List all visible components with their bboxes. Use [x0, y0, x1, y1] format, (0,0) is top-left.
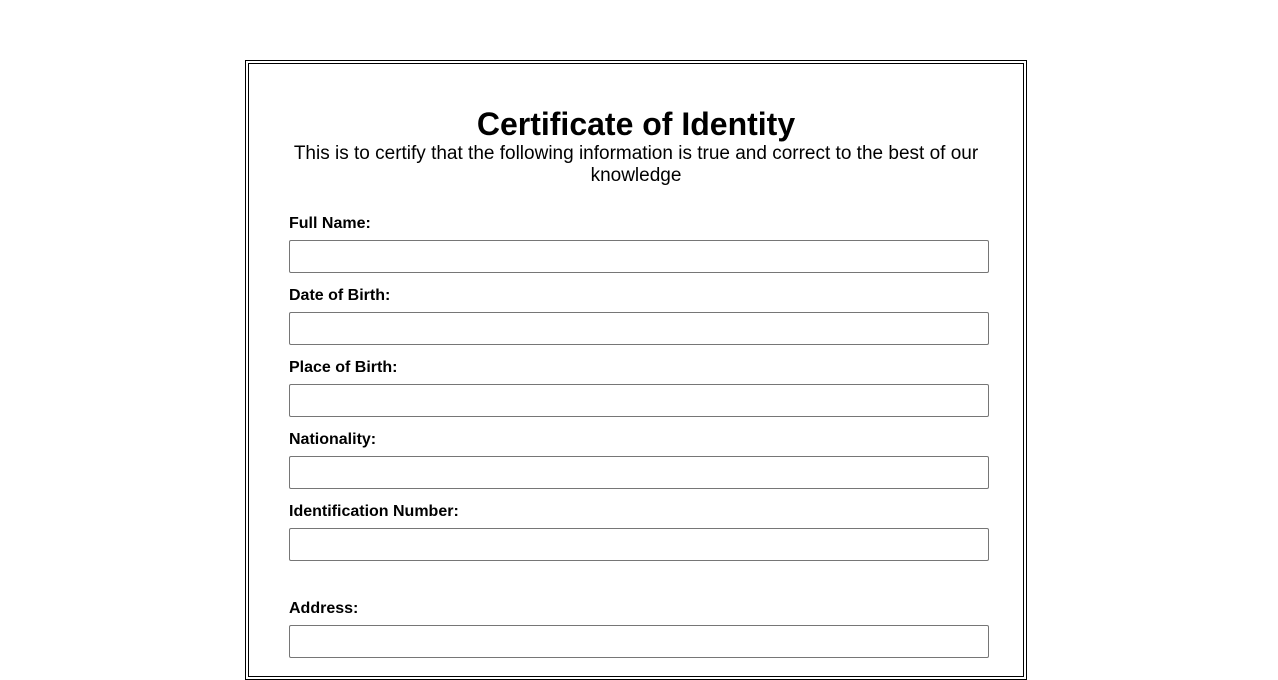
certificate-title: Certificate of Identity	[476, 106, 796, 142]
nationality-label: Nationality:	[289, 431, 377, 448]
place-of-birth-input[interactable]	[289, 384, 989, 417]
full-name-label: Full Name:	[289, 215, 371, 232]
date-of-birth-label: Date of Birth:	[289, 287, 391, 304]
full-name-input[interactable]	[289, 240, 989, 273]
identification-number-label: Identification Number:	[289, 503, 459, 520]
place-of-birth-label: Place of Birth:	[289, 359, 398, 376]
certificate-frame	[245, 60, 1027, 680]
address-input[interactable]	[289, 625, 989, 658]
identification-number-input[interactable]	[289, 528, 989, 561]
certificate-inner-border	[248, 63, 1024, 677]
address-label: Address:	[289, 600, 359, 617]
date-of-birth-input[interactable]	[289, 312, 989, 345]
certificate-subtitle: This is to certify that the following information is true and correct to the best of our knowledge	[293, 143, 979, 186]
nationality-input[interactable]	[289, 456, 989, 489]
